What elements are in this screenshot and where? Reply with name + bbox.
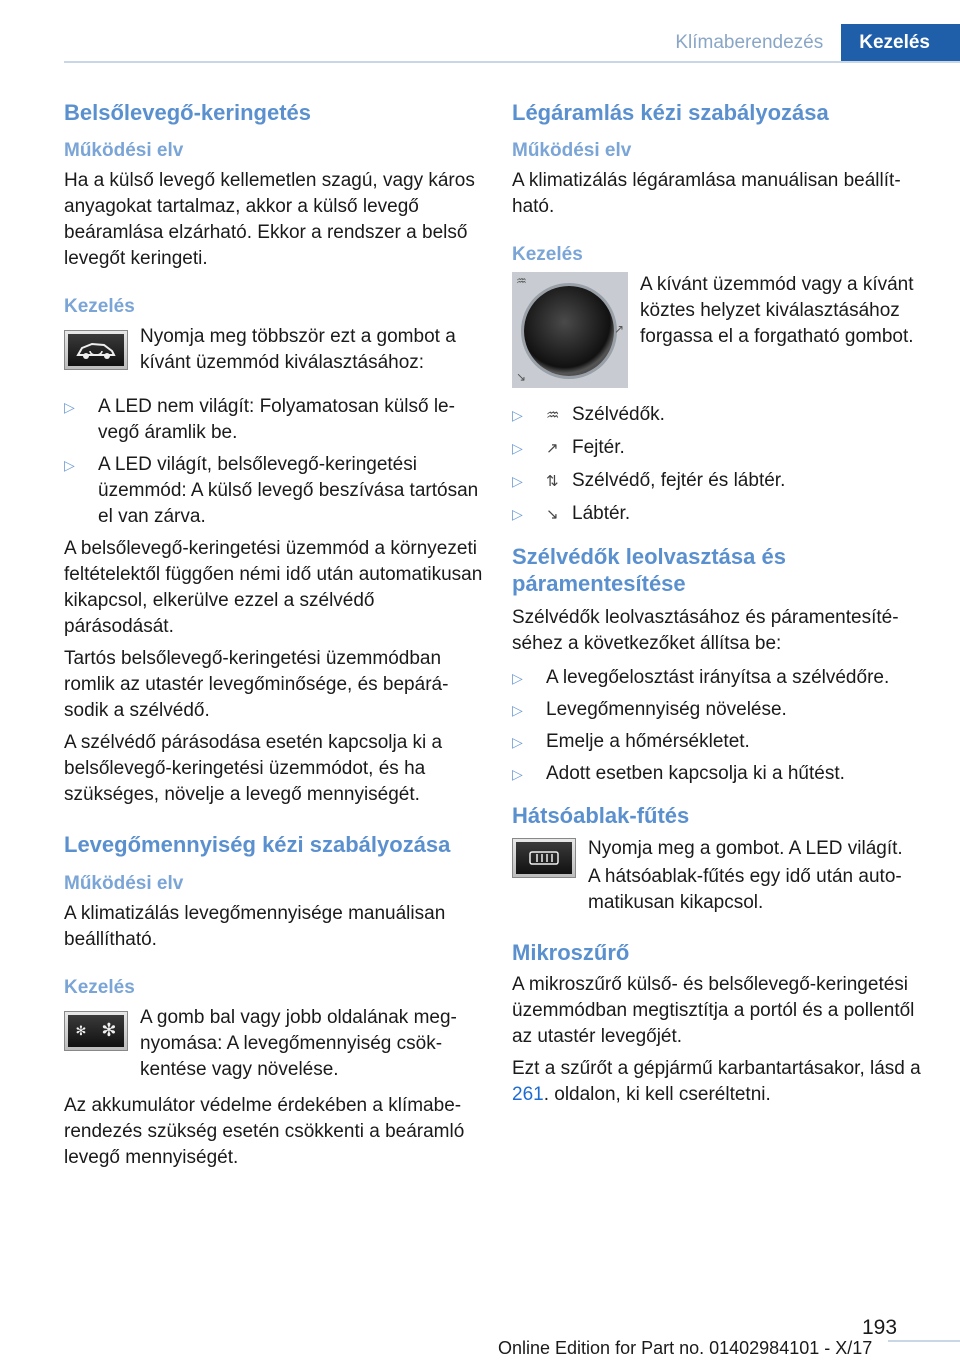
header-divider	[64, 61, 960, 63]
triangle-bullet-icon: ▷	[512, 407, 523, 424]
triangle-bullet-icon: ▷	[512, 473, 523, 490]
triangle-bullet-icon: ▷	[64, 399, 75, 416]
head-vent-icon: ↗	[546, 440, 559, 458]
list-item: ▷ A LED világít, belsőlevegő-keringetési üzemmód: A külső levegő beszívása tartósan el van zárva.	[64, 454, 479, 528]
page-number: 193	[862, 1316, 898, 1339]
section-title-defrost: Szélvédők leolvasztása és páramentesítése	[512, 544, 786, 596]
header-section-title[interactable]: Klímaberendezés	[657, 24, 841, 62]
all-vent-icon: ⇅	[546, 473, 559, 491]
paragraph: A hátsóablak-fűtés egy idő után automatikusan kikapcsol.	[588, 865, 902, 913]
list-item: ▷ A levegőelosztást irányítsa a szélvédőre.	[512, 665, 928, 691]
edition-footer: Online Edition for Part no. 01402984101 - X/17	[498, 1338, 873, 1358]
windshield-vent-icon: ♒	[546, 407, 560, 425]
paragraph: Szélvédők leolvasztásához és páramentesítéséhez a következőket állítsa be:	[512, 607, 899, 655]
instruction-text: A kívánt üzemmód vagy a kívánt köztes helyzet kiválasztásához forgassa el a forgatható gombot.	[640, 274, 914, 348]
subheading-principle: Működési elv	[64, 140, 184, 162]
triangle-bullet-icon: ▷	[512, 766, 523, 783]
list-item: ▷ ♒ Szélvédők.	[512, 402, 928, 429]
paragraph: A klimatizálás levegőmennyisége manuálisan beállítható.	[64, 902, 446, 950]
instruction-text: Nyomja meg többször ezt a gombot a kívánt üzemmód kiválasztásához:	[140, 326, 456, 374]
fan-button-image	[64, 1011, 128, 1051]
subheading-operation: Kezelés	[64, 976, 135, 998]
paragraph: A belsőlevegő-keringetési üzemmód a környezeti feltételektől függően némi idő után automatikusan kikapcsol, elkerülve ezzel a szélvédő párásodását.	[64, 538, 483, 638]
recirculation-button-image	[64, 330, 128, 370]
car-recirculation-icon	[74, 339, 118, 361]
subheading-operation: Kezelés	[64, 296, 135, 318]
section-title-air-volume: Levegőmennyiség kézi szabályozása	[64, 832, 451, 858]
foot-mini-icon: ↘	[516, 370, 527, 385]
led-state-list	[64, 394, 484, 530]
instruction-text: Nyomja meg a gombot. A LED világít.	[588, 837, 903, 859]
footer-divider	[888, 1340, 960, 1342]
triangle-bullet-icon: ▷	[512, 702, 523, 719]
section-title-rear-window-heating: Hátsóablak-fűtés	[512, 803, 690, 829]
paragraph: A klimatizálás légáramlása manuálisan beállítható.	[512, 170, 901, 218]
subheading-principle: Működési elv	[64, 872, 184, 894]
section-title-microfilter: Mikroszűrő	[512, 939, 630, 965]
fan-small-icon: ✻	[75, 1022, 87, 1038]
rear-window-heating-icon	[527, 848, 561, 868]
paragraph: Ha a külső levegő kellemetlen szagú, vagy káros anyagokat tartalmaz, akkor a külső levegő beáramlása elzárható. Ekkor a rendszer a belső levegőt keringeti.	[64, 170, 475, 270]
air-distribution-knob-image	[512, 272, 628, 388]
page-header	[657, 24, 960, 62]
defrost-mini-icon: ♒	[516, 274, 527, 289]
rear-heating-button-image	[512, 838, 576, 878]
air-distribution-list	[512, 402, 928, 528]
section-title-air-distribution: Légáramlás kézi szabályozása	[512, 100, 829, 125]
vent-mini-icon: ↗	[613, 322, 624, 337]
list-item: ▷ Levegőmennyiség növelése.	[512, 697, 928, 723]
section-title-recirculation: Belsőlevegő-keringetés	[64, 100, 311, 125]
paragraph: A szélvédő párásodása esetén kapcsolja ki a belsőlevegő-keringetési üzemmódot, és ha szükséges, növelje a levegő mennyiségét.	[64, 732, 443, 806]
triangle-bullet-icon: ▷	[64, 457, 75, 474]
subheading-principle: Működési elv	[512, 140, 632, 162]
paragraph: Az akkumulátor védelme érdekében a klímaberendezés szükség esetén csökkenti a beáramló levegő mennyiségét.	[64, 1094, 465, 1168]
page-reference-link[interactable]: 261	[512, 1083, 544, 1105]
right-column	[512, 100, 928, 1114]
foot-vent-icon: ↘	[546, 506, 559, 524]
subheading-operation: Kezelés	[512, 244, 583, 266]
fan-instruction	[64, 1005, 484, 1083]
paragraph: Tartós belsőlevegő-keringetési üzemmódban romlik az utastér levegőminősége, és bepárásodik a szélvédő.	[64, 648, 449, 722]
knob-instruction	[512, 272, 928, 388]
list-item: ▷ ⇅ Szélvédő, fejtér és lábtér.	[512, 468, 928, 495]
triangle-bullet-icon: ▷	[512, 440, 523, 457]
rotary-dial	[524, 286, 614, 376]
header-current-chapter[interactable]: Kezelés	[841, 24, 960, 62]
list-item: ▷ ↗ Fejtér.	[512, 435, 928, 462]
paragraph-with-link: Ezt a szűrőt a gépjármű karbantartásakor, lásd a 261. oldalon, ki kell cseréltetni.	[512, 1057, 921, 1105]
instruction-text: A gomb bal vagy jobb oldalának megnyomása: A levegőmennyiség csökkentése vagy növelése.	[140, 1006, 457, 1080]
left-column	[64, 100, 484, 1177]
list-item: ▷ Emelje a hőmérsékletet.	[512, 729, 928, 755]
triangle-bullet-icon: ▷	[512, 506, 523, 523]
defrost-steps-list	[512, 665, 928, 787]
list-item: ▷ A LED nem világít: Folyamatosan külső levegő áramlik be.	[64, 396, 455, 444]
list-item: ▷ ↘ Lábtér.	[512, 501, 928, 528]
fan-large-icon: ✻	[101, 1020, 117, 1041]
triangle-bullet-icon: ▷	[512, 670, 523, 687]
recirculation-instruction	[64, 324, 484, 376]
triangle-bullet-icon: ▷	[512, 734, 523, 751]
paragraph: A mikroszűrő külső- és belsőlevegő-keringetési üzemmódban megtisztítja a portól és a pollentől az utastér levegőjét.	[512, 973, 915, 1047]
list-item: ▷ Adott esetben kapcsolja ki a hűtést.	[512, 761, 928, 787]
